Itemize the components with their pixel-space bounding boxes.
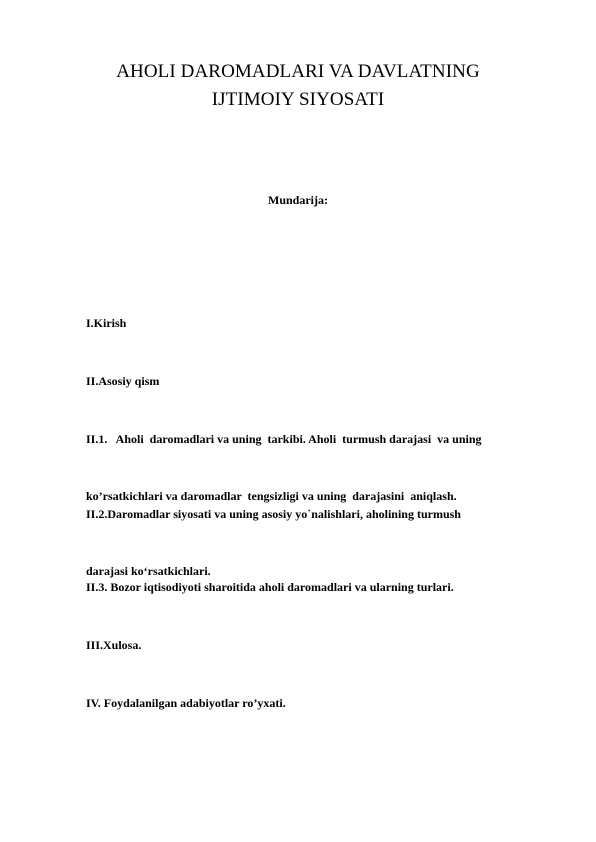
- document-title: [0, 58, 596, 114]
- toc-item-line: II.2.Daromadlar siyosati va uning asosiy yo`nalishlari, aholining turmush: [86, 507, 461, 521]
- toc-item-line: III.Xulosa.: [86, 638, 142, 652]
- toc-item-line: II.Asosiy qism: [86, 374, 160, 388]
- toc-item-line: darajasi ko‘rsatkichlari.: [86, 564, 211, 578]
- document-title-line-2: IJTIMOIY SIYOSATI: [211, 89, 385, 110]
- toc-item-line: II.1. Aholi daromadlari va uning tarkibi. Aholi turmush darajasi va uning: [86, 432, 482, 446]
- contents-heading: Mundarija:: [268, 193, 328, 207]
- toc-item-line: IV. Foydalanilgan adabiyotlar ro’yxati.: [86, 696, 286, 710]
- toc-item-line: ko’rsatkichlari va daromadlar tengsizligi va uning darajasini aniqlash.: [86, 489, 457, 503]
- toc-item-line: I.Kirish: [86, 316, 127, 330]
- document-title-line-1: AHOLI DAROMADLARI VA DAVLATNING: [116, 61, 480, 82]
- toc-item-references: [86, 656, 556, 751]
- toc-item-line: II.3. Bozor iqtisodiyoti sharoitida aholi daromadlari va ularning turlari.: [86, 580, 454, 594]
